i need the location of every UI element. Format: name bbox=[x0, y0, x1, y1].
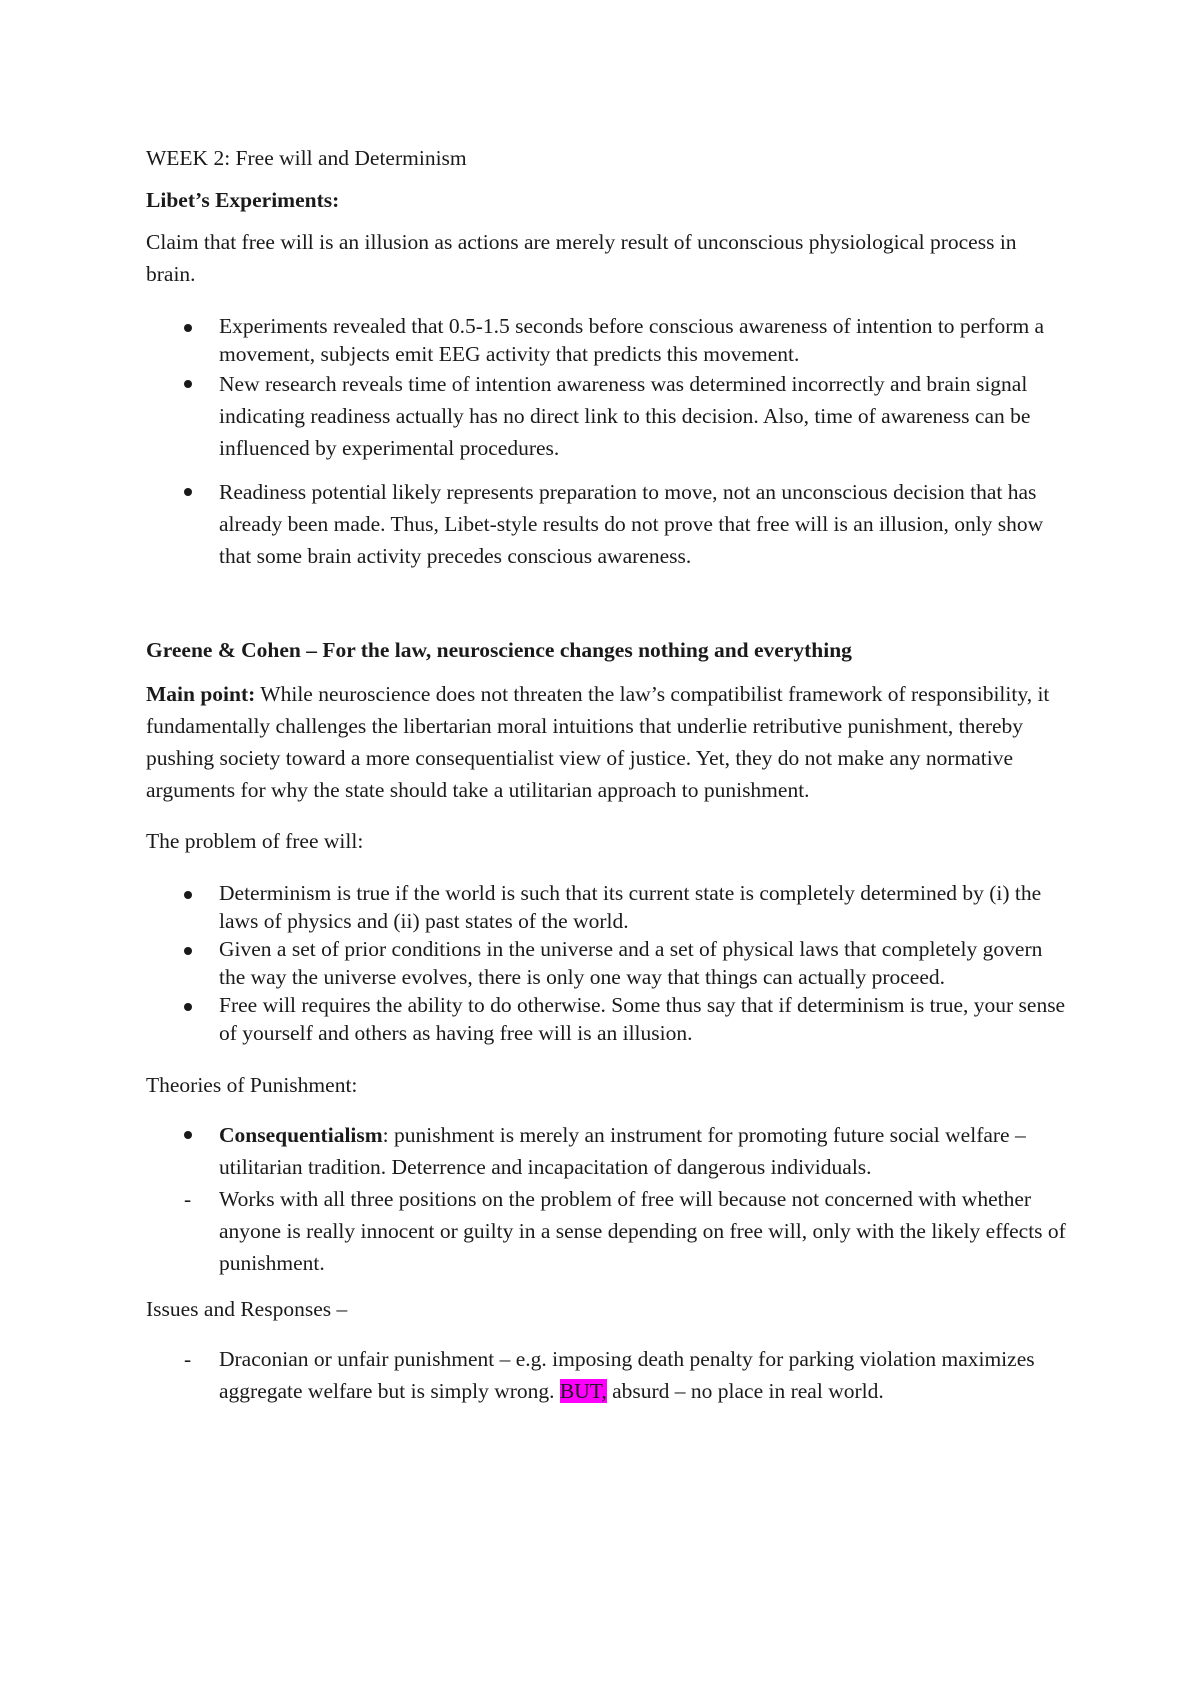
libet-intro: Claim that free will is an illusion as actions are merely result of unconscious physiological process in brain. bbox=[146, 230, 1017, 286]
list-item-text: Given a set of prior conditions in the universe and a set of physical laws that completely govern the way the universe evolves, there is only one way that things can actually proceed. bbox=[219, 937, 1043, 989]
list-item bbox=[146, 368, 1066, 464]
issues-heading: Issues and Responses – bbox=[146, 1297, 348, 1321]
page-title: WEEK 2: Free will and Determinism bbox=[146, 146, 467, 170]
document-page bbox=[146, 142, 1066, 1407]
list-item bbox=[146, 1343, 1066, 1407]
theories-list bbox=[146, 1119, 1066, 1279]
list-item bbox=[146, 476, 1066, 572]
list-item bbox=[146, 312, 1066, 368]
list-item-text: Free will requires the ability to do otherwise. Some thus say that if determinism is true, your sense of yourself and others as having free will is an illusion. bbox=[219, 993, 1066, 1045]
problem-heading: The problem of free will: bbox=[146, 829, 364, 853]
greene-heading: Greene & Cohen – For the law, neuroscience changes nothing and everything bbox=[146, 638, 852, 662]
list-item-text: New research reveals time of intention awareness was determined incorrectly and brain signal indicating readiness actually has no direct link to this decision. Also, time of awareness can be influenced by experimental procedures. bbox=[219, 372, 1031, 460]
issues-list bbox=[146, 1343, 1066, 1407]
list-item bbox=[146, 1183, 1066, 1279]
libet-heading: Libet’s Experiments: bbox=[146, 188, 340, 212]
list-item-text: Experiments revealed that 0.5-1.5 seconds before conscious awareness of intention to perform a movement, subjects emit EEG activity that predicts this movement. bbox=[219, 314, 1045, 366]
libet-bullet-list bbox=[146, 312, 1066, 572]
list-item bbox=[146, 879, 1066, 935]
list-item-text: Determinism is true if the world is such that its current state is completely determined by (i) the laws of physics and (ii) past states of the world. bbox=[219, 881, 1042, 933]
list-item-text: : punishment is merely an instrument for promoting future social welfare – utilitarian tradition. Deterrence and incapacitation of dangerous individuals. bbox=[219, 1123, 1026, 1179]
list-item bbox=[146, 935, 1066, 991]
main-point-text: While neuroscience does not threaten the law’s compatibilist framework of responsibility, it fundamentally challenges the libertarian moral intuitions that underlie retributive punishment, thereby pushing society toward a more consequentialist view of justice. Yet, they do not make any normative arguments for why the state should take a utilitarian approach to punishment. bbox=[146, 682, 1050, 802]
main-point-label: Main point: bbox=[146, 682, 256, 706]
main-point-paragraph bbox=[146, 678, 1066, 806]
list-item-text: Works with all three positions on the problem of free will because not concerned with whether anyone is really innocent or guilty in a sense depending on free will, only with the likely effects of punishment. bbox=[219, 1187, 1066, 1275]
problem-bullet-list bbox=[146, 879, 1066, 1047]
consequentialism-term: Consequentialism bbox=[219, 1123, 383, 1147]
list-item-text: Readiness potential likely represents preparation to move, not an unconscious decision that has already been made. Thus, Libet-style results do not prove that free will is an illusion, only show that some brain activity precedes conscious awareness. bbox=[219, 480, 1044, 568]
list-item-text: Draconian or unfair punishment – e.g. imposing death penalty for parking violation maximizes aggregate welfare but is simply wrong. bbox=[219, 1347, 1035, 1403]
theories-heading: Theories of Punishment: bbox=[146, 1073, 358, 1097]
list-item-text: absurd – no place in real world. bbox=[606, 1379, 884, 1403]
list-item bbox=[146, 991, 1066, 1047]
highlighted-text: BUT, bbox=[559, 1379, 607, 1403]
list-item bbox=[146, 1119, 1066, 1183]
